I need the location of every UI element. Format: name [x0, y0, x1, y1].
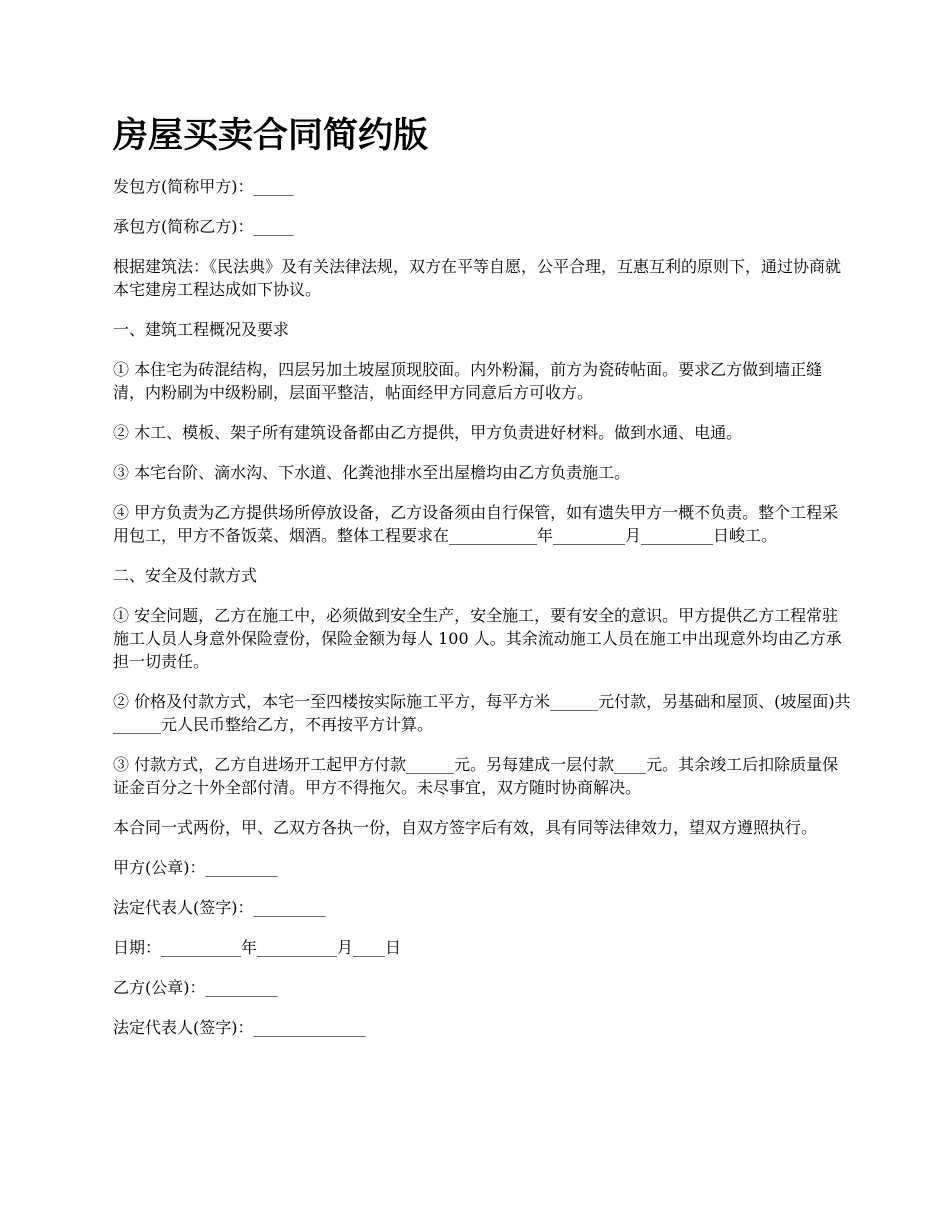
party-b-line: 承包方(简称乙方)：_____ — [113, 217, 294, 236]
clause-2-1: ① 安全问题，乙方在施工中，必须做到安全生产，安全施工，要有安全的意识。甲方提供乙方工程常驻施工人员人身意外保险壹份，保险金额为每人 100 人。其余流动施工人员在施工中出现意外均由乙方承担一切责任。 — [113, 606, 842, 671]
party-a-seal-line: 甲方(公章)：_________ — [113, 858, 278, 877]
clause-1-3: ③ 本宅台阶、滴水沟、下水道、化粪池排水至出屋檐均由乙方负责施工。 — [113, 463, 631, 482]
clause-1-4: ④ 甲方负责为乙方提供场所停放设备，乙方设备须由自行保管，如有遗失甲方一概不负责。整个工程采用包工，甲方不备饭菜、烟酒。整体工程要求在___________年_________月_________日峻工。 — [113, 503, 839, 545]
party-b-representative-line: 法定代表人(签字)：______________ — [113, 1018, 366, 1037]
party-b-seal-line: 乙方(公章)：_________ — [113, 978, 278, 997]
document-title: 房屋买卖合同简约版 — [113, 116, 429, 156]
section-heading-1: 一、建筑工程概况及要求 — [113, 320, 290, 339]
clause-1-2: ② 木工、模板、架子所有建筑设备都由乙方提供，甲方负责进好材料。做到水通、电通。 — [113, 423, 743, 442]
closing-paragraph: 本合同一式两份，甲、乙双方各执一份，自双方签字后有效，具有同等法律效力，望双方遵照执行。 — [113, 818, 818, 837]
date-line: 日期：__________年__________月____日 — [113, 938, 402, 957]
clause-2-2: ② 价格及付款方式，本宅一至四楼按实际施工平方，每平方米______元付款，另基础和屋顶、(坡屋面)共______元人民币整给乙方，不再按平方计算。 — [113, 692, 851, 734]
clause-1-1: ① 本住宅为砖混结构，四层另加土坡屋顶现胶面。内外粉漏，前方为瓷砖帖面。要求乙方做到墙正缝清，内粉刷为中级粉刷，层面平整洁，帖面经甲方同意后方可收方。 — [113, 360, 823, 402]
party-a-representative-line: 法定代表人(签字)：_________ — [113, 898, 326, 917]
section-heading-2: 二、安全及付款方式 — [113, 566, 258, 585]
party-a-line: 发包方(简称甲方)：_____ — [113, 177, 294, 196]
clause-2-3: ③ 付款方式，乙方自进场开工起甲方付款______元。另每建成一层付款____元。其余竣工后扣除质量保证金百分之十外全部付清。甲方不得拖欠。未尽事宜，双方随时协商解决。 — [113, 755, 839, 797]
preamble-paragraph: 根据建筑法：《民法典》及有关法律法规，双方在平等自愿，公平合理，互惠互利的原则下，通过协商就本宅建房工程达成如下协议。 — [113, 257, 842, 299]
document-page — [113, 112, 853, 1056]
